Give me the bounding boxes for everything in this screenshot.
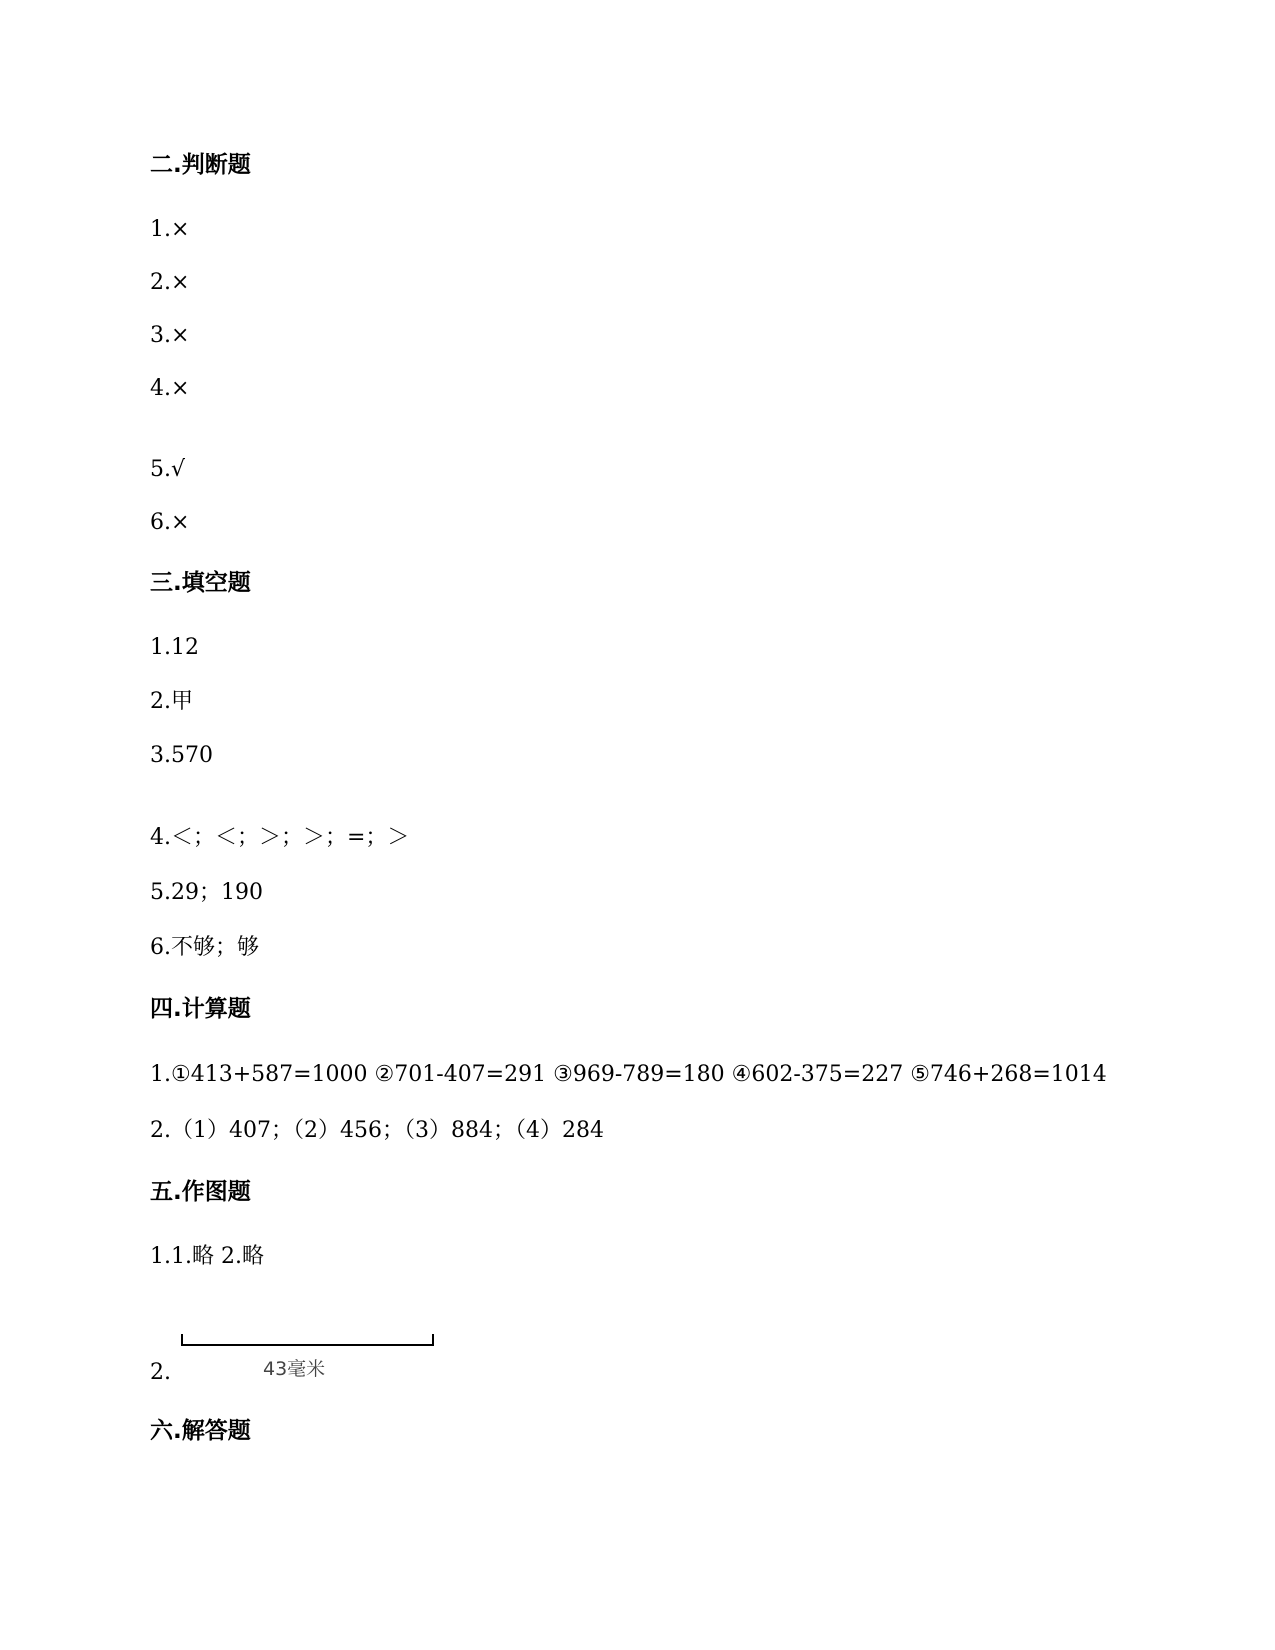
section-title-fill: 三.填空题: [150, 570, 251, 596]
fill-answer-5: 5.29；190: [150, 880, 263, 905]
calc-answer-1: 1.①413+587=1000 ②701-407=291 ③969-789=180 ④602-375=227 ⑤746+268=1014: [150, 1062, 1107, 1087]
section-title-answer: 六.解答题: [150, 1418, 251, 1444]
draw-answer-2-number: 2.: [150, 1360, 171, 1385]
section-title-draw: 五.作图题: [150, 1179, 251, 1205]
draw-answer-1: 1.1.略 2.略: [150, 1244, 264, 1269]
fill-answer-1: 1.12: [150, 635, 199, 660]
fill-answer-2: 2.甲: [150, 689, 193, 714]
draw-answer-2: [150, 1330, 450, 1390]
section-title-judge: 二.判断题: [150, 152, 251, 178]
judge-answer-1: 1.×: [150, 217, 190, 242]
judge-answer-2: 2.×: [150, 270, 190, 295]
judge-answer-4: 4.×: [150, 376, 190, 401]
section-title-calc: 四.计算题: [150, 996, 251, 1022]
judge-answer-6: 6.×: [150, 510, 190, 535]
judge-answer-3: 3.×: [150, 323, 190, 348]
line-segment-caption: 43毫米: [263, 1358, 326, 1380]
calc-answer-2: 2.（1）407；（2）456；（3）884；（4）284: [150, 1118, 604, 1143]
line-segment-figure: [180, 1330, 440, 1354]
fill-answer-3: 3.570: [150, 743, 213, 768]
fill-answer-6: 6.不够；够: [150, 935, 259, 960]
judge-answer-5: 5.√: [150, 457, 186, 482]
fill-answer-4: 4.＜；＜；＞；＞；=；＞: [150, 825, 410, 850]
